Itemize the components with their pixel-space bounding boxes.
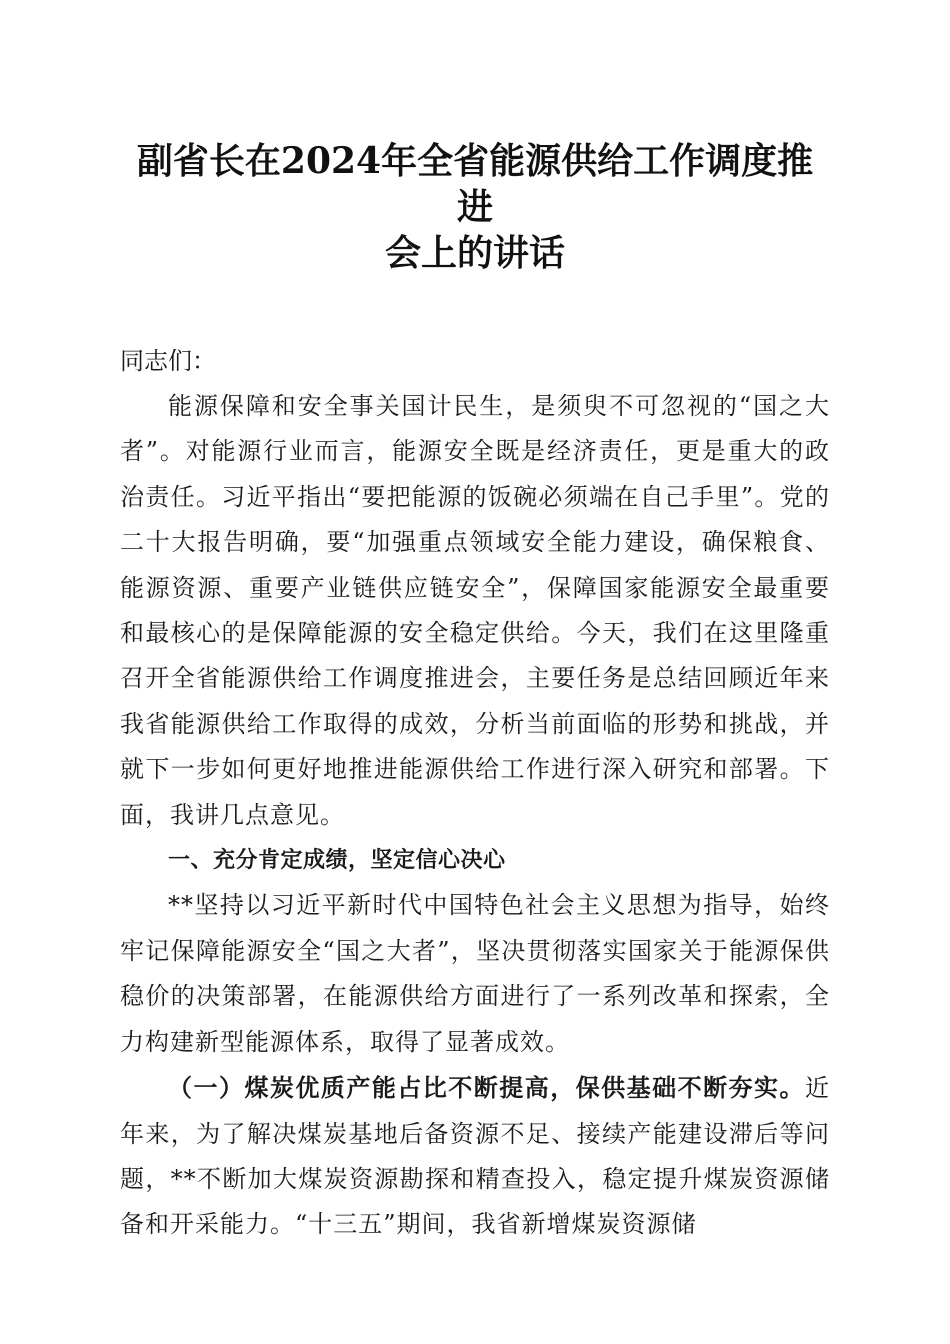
section-1-paragraph: **坚持以习近平新时代中国特色社会主义思想为指导，始终牢记保障能源安全“国之大者”，坚决贯彻落实国家关于能源保供稳价的决策部署，在能源供给方面进行了一系列改革和探索，全力构建新型能源体系，取得了显著成效。 (120, 891, 830, 1056)
subsection-1-lead: （一）煤炭优质产能占比不断提高，保供基础不断夯实。 (168, 1073, 805, 1103)
section-heading-1: 一、充分肯定成绩，坚定信心决心 (168, 848, 506, 874)
intro-paragraph: 能源保障和安全事关国计民生，是须臾不可忽视的“国之大者”。对能源行业而言，能源安全既是经济责任，更是重大的政治责任。习近平指出“要把能源的饭碗必须端在自己手里”。党的二十大报告明确，要“加强重点领域安全能力建设，确保粮食、能源资源、重要产业链供应链安全”，保障国家能源安全最重要和最核心的是保障能源的安全稳定供给。今天，我们在这里隆重召开全省能源供给工作调度推进会，主要任务是总结回顾近年来我省能源供给工作取得的成效，分析当前面临的形势和挑战，并就下一步如何更好地推进能源供给工作进行深入研究和部署。下面，我讲几点意见。 (120, 392, 830, 829)
subsection-1-body: 近年来，为了解决煤炭基地后备资源不足、接续产能建设滞后等问题，**不断加大煤炭资源勘探和精查投入，稳定提升煤炭资源储备和开采能力。“十三五”期间，我省新增煤炭资源储 (120, 1074, 830, 1239)
salutation: 同志们： (120, 347, 216, 375)
document-title-line-2: 会上的讲话 (384, 232, 565, 274)
document-title (120, 138, 830, 276)
subsection-1-paragraph (120, 1065, 830, 1248)
document-title-line-1: 副省长在2024年全省能源供给工作调度推进 (136, 140, 814, 228)
